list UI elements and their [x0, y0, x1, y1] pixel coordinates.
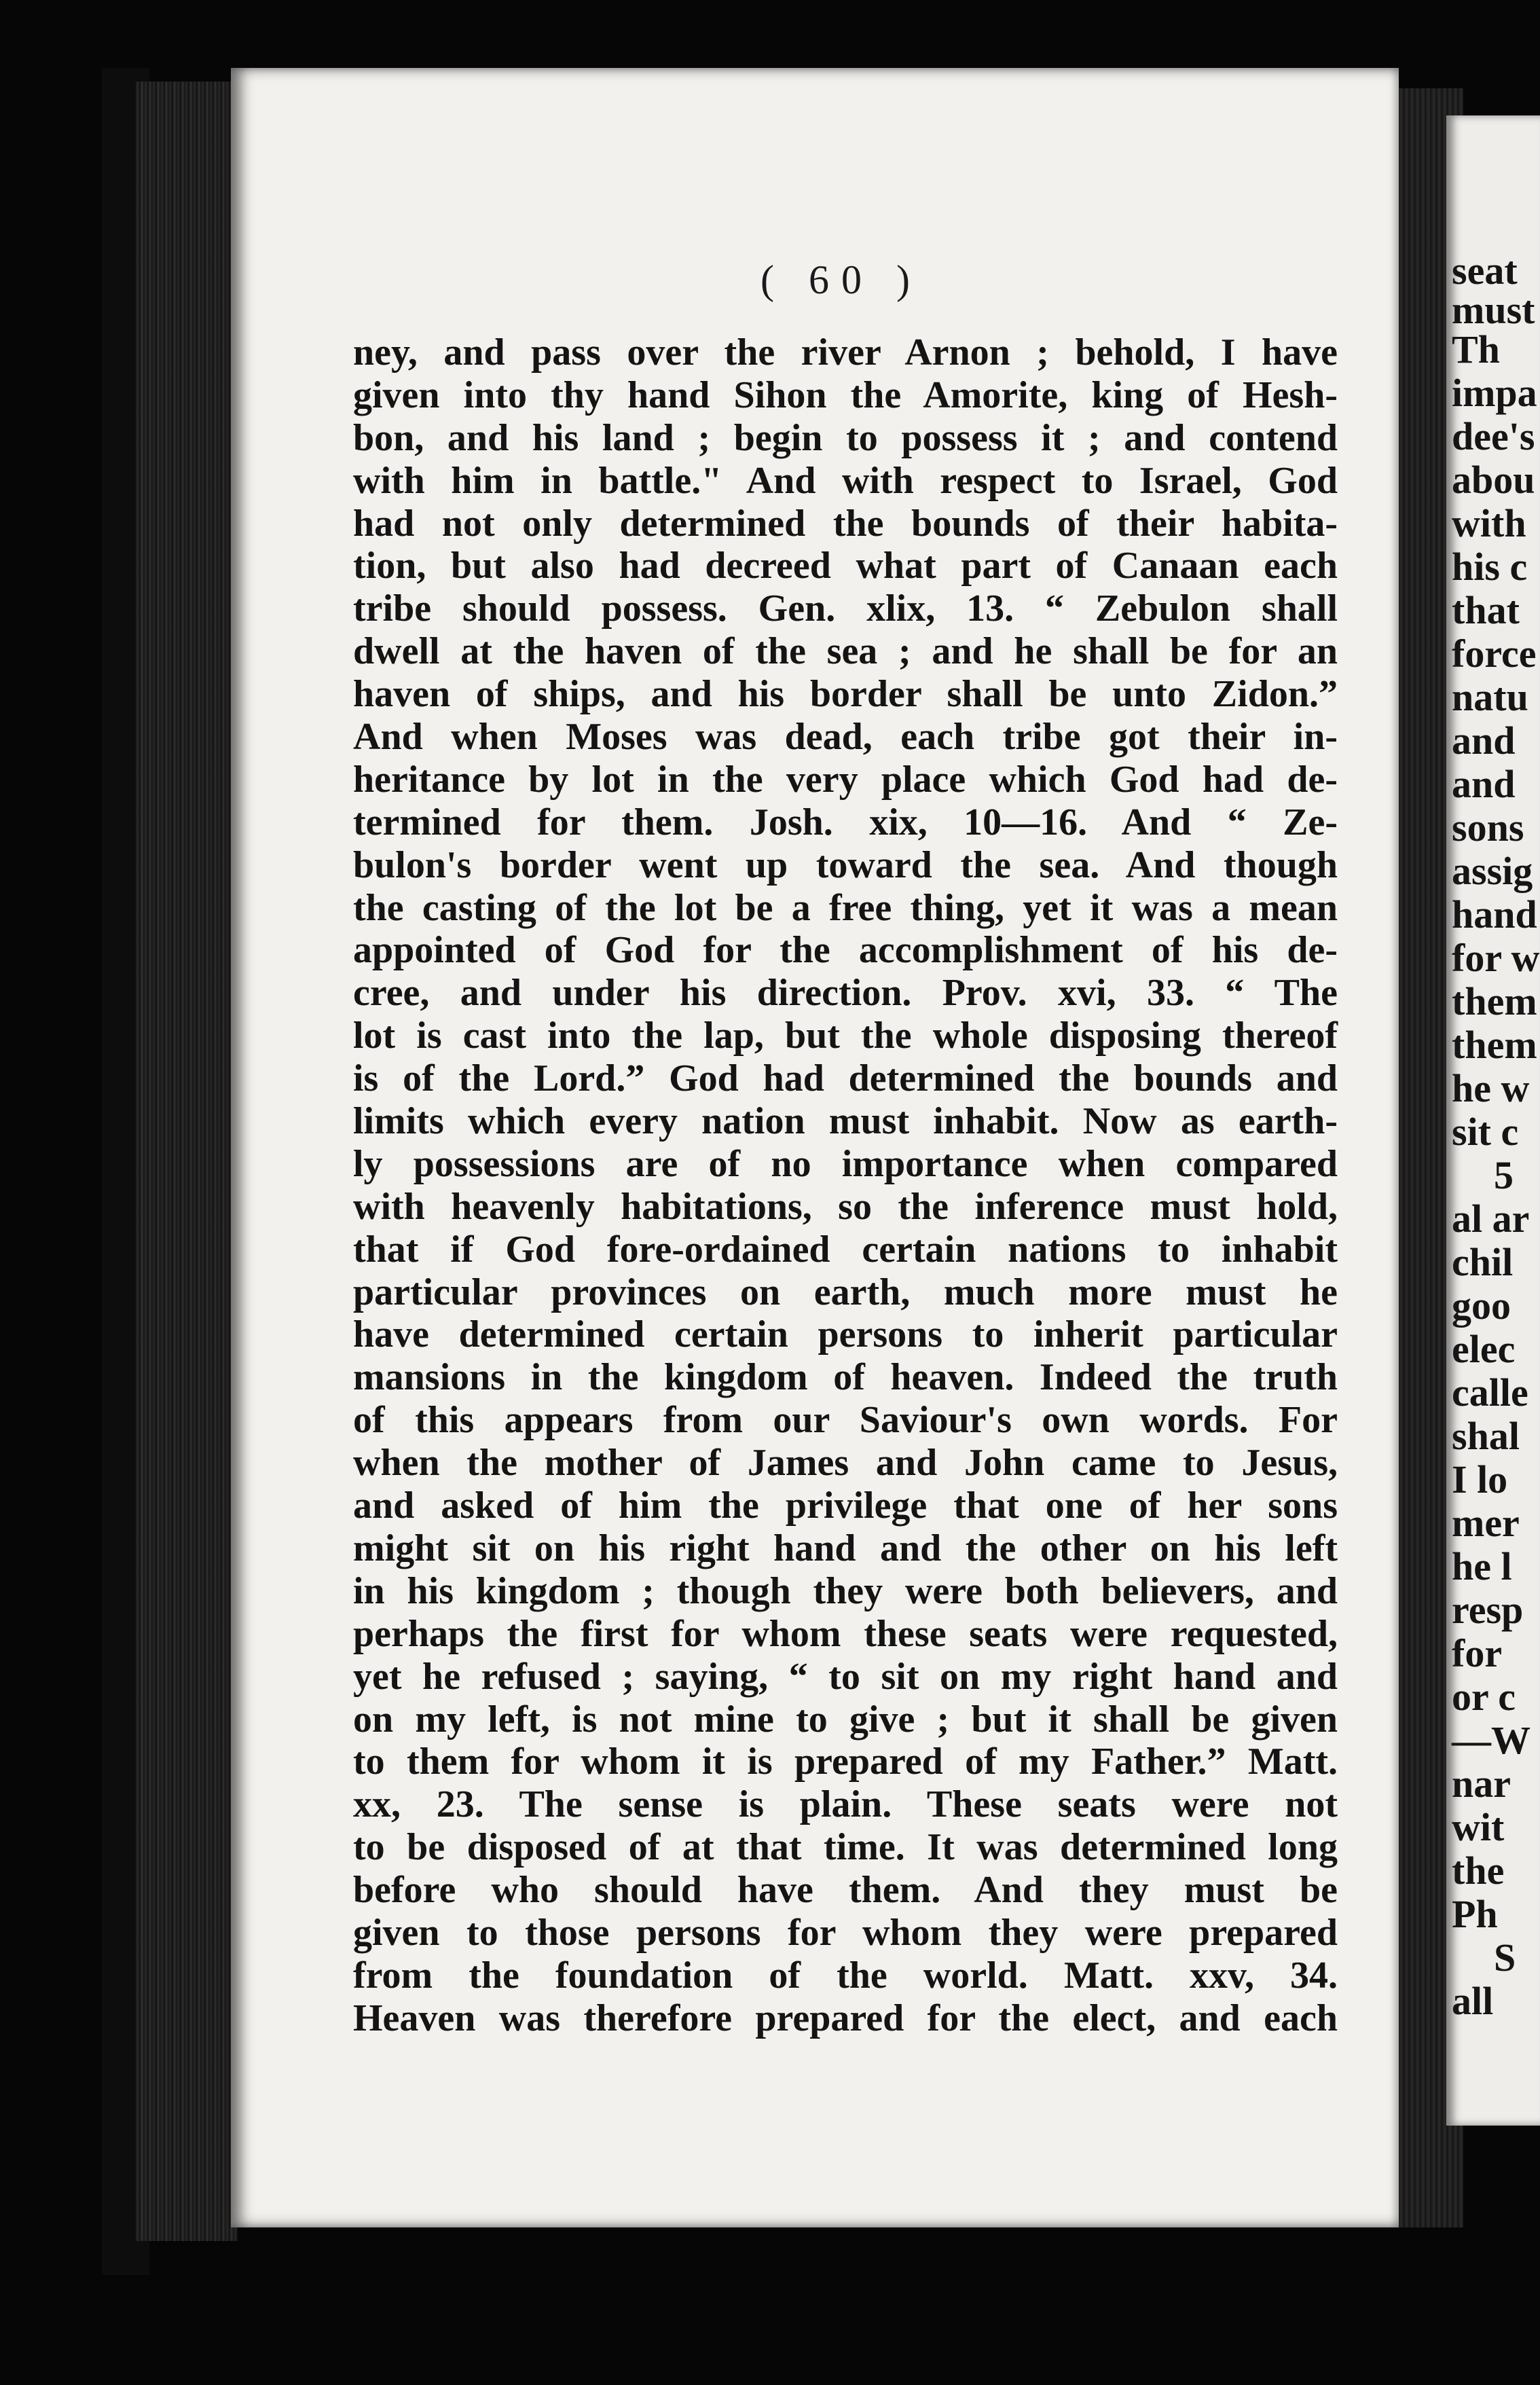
- facing-page-line: shal: [1452, 1414, 1520, 1458]
- text-line: heritance by lot in the very place which God had de-: [353, 758, 1338, 801]
- text-line: in his kingdom ; though they were both believers, and: [353, 1569, 1338, 1612]
- facing-page-line: sit c: [1452, 1110, 1519, 1154]
- facing-page-line: them: [1452, 979, 1537, 1023]
- facing-page-line: nar: [1452, 1762, 1511, 1806]
- facing-page-line: sons: [1452, 805, 1524, 850]
- text-line: termined for them. Josh. xix, 10—16. And “ Ze-: [353, 801, 1338, 843]
- facing-page-line: must: [1452, 288, 1535, 332]
- book-binding-edge: [136, 81, 238, 2241]
- text-line: the casting of the lot be a free thing, yet it was a mean: [353, 886, 1338, 929]
- facing-page-line: assig: [1452, 849, 1533, 893]
- facing-page-line: them: [1452, 1023, 1537, 1067]
- text-line: is of the Lord.” God had determined the bounds and: [353, 1057, 1338, 1100]
- facing-page-line: calle: [1452, 1370, 1528, 1415]
- text-line: perhaps the first for whom these seats were requested,: [353, 1612, 1338, 1655]
- facing-page-line: he l: [1452, 1544, 1512, 1588]
- text-line: And when Moses was dead, each tribe got their in-: [353, 716, 1338, 759]
- text-line: haven of ships, and his border shall be unto Zidon.”: [353, 673, 1338, 716]
- text-line: might sit on his right hand and the other on his left: [353, 1527, 1338, 1569]
- text-line: given to those persons for whom they were prepared: [353, 1911, 1338, 1954]
- text-line: and asked of him the privilege that one of her sons: [353, 1485, 1338, 1527]
- text-line: with him in battle." And with respect to Israel, God: [353, 459, 1338, 502]
- facing-page-line: —W: [1452, 1718, 1530, 1762]
- facing-page-line: impa: [1452, 371, 1537, 415]
- facing-page-line: he w: [1452, 1066, 1530, 1110]
- text-line: bulon's border went up toward the sea. And though: [353, 843, 1338, 886]
- facing-page-line: the: [1452, 1849, 1505, 1893]
- text-line: before who should have them. And they must be: [353, 1869, 1338, 1912]
- facing-page-line: al ar: [1452, 1197, 1530, 1241]
- text-line: when the mother of James and John came to Jesus,: [353, 1442, 1338, 1485]
- facing-page-line: abou: [1452, 458, 1535, 502]
- text-line: to be disposed of at that time. It was determined long: [353, 1826, 1338, 1869]
- text-line: tribe should possess. Gen. xlix, 13. “ Zebulon shall: [353, 587, 1338, 630]
- facing-page-line: wit: [1452, 1805, 1505, 1849]
- page-number: [0, 257, 1540, 304]
- text-line: given into thy hand Sihon the Amorite, king of Hesh-: [353, 374, 1338, 416]
- facing-page-line: all: [1452, 1979, 1494, 2023]
- facing-page-line: hand: [1452, 892, 1537, 936]
- text-line: cree, and under his direction. Prov. xvi, 33. “ The: [353, 972, 1338, 1015]
- facing-page-line: seat: [1452, 249, 1518, 293]
- text-line: that if God fore-ordained certain nations to inhabit: [353, 1228, 1338, 1271]
- facing-page-line: for: [1452, 1631, 1503, 1675]
- text-line: xx, 23. The sense is plain. These seats were not: [353, 1783, 1338, 1826]
- text-line: dwell at the haven of the sea ; and he shall be for an: [353, 630, 1338, 673]
- text-line: to them for whom it is prepared of my Father.” Matt.: [353, 1741, 1338, 1783]
- text-line: limits which every nation must inhabit. Now as earth-: [353, 1100, 1338, 1143]
- facing-page-line: resp: [1452, 1588, 1524, 1632]
- text-line: mansions in the kingdom of heaven. Indeed the truth: [353, 1356, 1338, 1399]
- text-line: ney, and pass over the river Arnon ; behold, I have: [353, 331, 1338, 374]
- body-text: [353, 331, 1338, 2040]
- facing-page-line: and: [1452, 718, 1516, 763]
- facing-page-line: Ph: [1452, 1892, 1498, 1936]
- text-line: with heavenly habitations, so the inference must hold,: [353, 1185, 1338, 1228]
- facing-page-line: that: [1452, 588, 1520, 632]
- text-line: of this appears from our Saviour's own words. For: [353, 1399, 1338, 1442]
- text-line: lot is cast into the lap, but the whole disposing thereof: [353, 1015, 1338, 1057]
- facing-page-line: mer: [1452, 1501, 1520, 1545]
- text-line: appointed of God for the accomplishment of his de-: [353, 929, 1338, 972]
- facing-page-line: goo: [1452, 1283, 1511, 1328]
- facing-page-line: elec: [1452, 1327, 1516, 1371]
- facing-page-line: Th: [1452, 327, 1500, 371]
- facing-page-line: natu: [1452, 675, 1528, 719]
- facing-page-line: chil: [1452, 1240, 1514, 1284]
- facing-page-line: force: [1452, 632, 1537, 676]
- facing-page-line: and: [1452, 762, 1516, 806]
- facing-page-line: S: [1494, 1935, 1516, 1980]
- facing-page-line: dee's: [1452, 414, 1535, 458]
- text-line: yet he refused ; saying, “ to sit on my right hand and: [353, 1655, 1338, 1698]
- text-line: have determined certain persons to inherit particular: [353, 1313, 1338, 1356]
- facing-page-line: or c: [1452, 1675, 1516, 1719]
- text-line: tion, but also had decreed what part of Canaan each: [353, 545, 1338, 587]
- text-line: ly possessions are of no importance when compared: [353, 1142, 1338, 1185]
- facing-page-line: 5: [1494, 1153, 1514, 1197]
- facing-page-line: his c: [1452, 545, 1528, 589]
- facing-page-line: with: [1452, 501, 1526, 545]
- text-line: from the foundation of the world. Matt. xxv, 34.: [353, 1954, 1338, 1997]
- facing-page-line: I lo: [1452, 1457, 1508, 1501]
- text-line: particular provinces on earth, much more must he: [353, 1271, 1338, 1313]
- text-line: on my left, is not mine to give ; but it shall be given: [353, 1698, 1338, 1741]
- page-number-text: ( 60 ): [760, 257, 922, 302]
- text-line: bon, and his land ; begin to possess it ; and contend: [353, 416, 1338, 459]
- facing-page-line: for w: [1452, 936, 1540, 980]
- text-line: had not only determined the bounds of their habita-: [353, 502, 1338, 545]
- facing-page-fragment: [1446, 115, 1540, 2126]
- text-line: Heaven was therefore prepared for the elect, and each: [353, 1997, 1338, 2039]
